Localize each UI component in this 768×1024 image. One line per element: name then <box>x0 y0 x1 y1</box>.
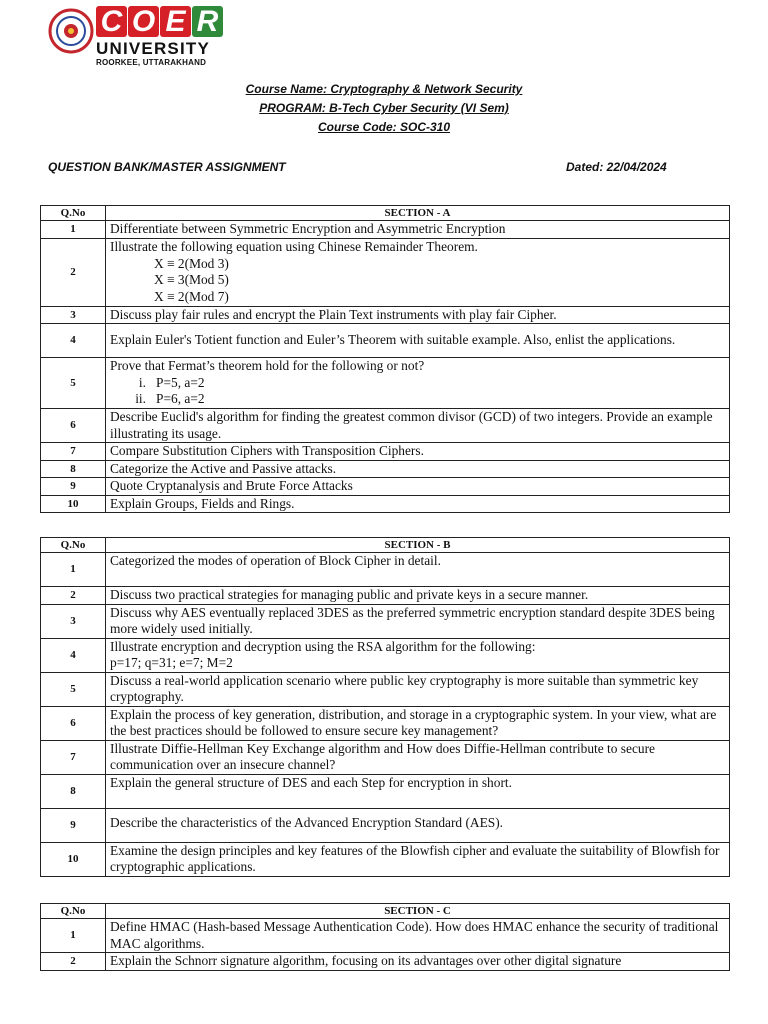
table-row <box>41 587 730 605</box>
table-row <box>41 478 730 496</box>
table-row <box>41 953 730 971</box>
qno-header: Q.No <box>41 538 106 553</box>
table-header-row <box>41 206 730 221</box>
question-text: Categorized the modes of operation of Block Cipher in detail. <box>106 553 730 587</box>
question-text: Discuss play fair rules and encrypt the Plain Text instruments with play fair Cipher. <box>106 306 730 324</box>
table-row <box>41 553 730 587</box>
list-item-text: P=5, a=2 <box>156 374 205 390</box>
question-text: Explain Groups, Fields and Rings. <box>106 495 730 513</box>
table-row <box>41 638 730 672</box>
equation-line: X ≡ 3(Mod 5) <box>154 272 229 287</box>
question-text: Explain Euler's Totient function and Euler’s Theorem with suitable example. Also, enlist the applications. <box>106 324 730 358</box>
table-row <box>41 808 730 842</box>
equation-line: X ≡ 2(Mod 3) <box>154 255 229 271</box>
logo-wordmark <box>96 6 223 40</box>
logo-letter: R <box>192 6 223 37</box>
question-number: 3 <box>41 604 106 638</box>
question-number: 9 <box>41 808 106 842</box>
question-number: 6 <box>41 409 106 443</box>
logo-location-text: ROORKEE, UTTARAKHAND <box>96 58 207 67</box>
table-row <box>41 495 730 513</box>
question-values: p=17; q=31; e=7; M=2 <box>110 655 233 670</box>
logo-letter: C <box>96 6 127 37</box>
question-number: 3 <box>41 306 106 324</box>
question-text: Differentiate between Symmetric Encryption and Asymmetric Encryption <box>106 221 730 239</box>
table-row <box>41 238 730 306</box>
question-text: Describe the characteristics of the Advanced Encryption Standard (AES). <box>106 808 730 842</box>
qno-header: Q.No <box>41 206 106 221</box>
assignment-title: QUESTION BANK/MASTER ASSIGNMENT <box>48 160 286 174</box>
question-text: Discuss why AES eventually replaced 3DES as the preferred symmetric encryption standard despite 3DES being more widely used initially. <box>106 604 730 638</box>
table-row <box>41 443 730 461</box>
table-row <box>41 774 730 808</box>
list-marker: i. <box>138 374 146 390</box>
question-number: 7 <box>41 443 106 461</box>
question-number: 1 <box>41 919 106 953</box>
table-row <box>41 740 730 774</box>
question-cell <box>106 358 730 409</box>
question-text: Discuss two practical strategies for managing public and private keys in a secure manner. <box>106 587 730 605</box>
question-number: 5 <box>41 358 106 409</box>
logo-university-text: UNIVERSITY <box>96 39 211 58</box>
qno-header: Q.No <box>41 904 106 919</box>
equation-line: X ≡ 2(Mod 7) <box>154 288 229 304</box>
question-number: 1 <box>41 221 106 239</box>
table-row <box>41 919 730 953</box>
list-item <box>110 375 725 392</box>
question-text: Explain the process of key generation, distribution, and storage in a cryptographic system. In your view, what are the best practices should be followed to ensure secure key management? <box>106 706 730 740</box>
section-a-title: SECTION - A <box>106 206 730 221</box>
question-text: Illustrate Diffie-Hellman Key Exchange algorithm and How does Diffie-Hellman contribute to secure communication over an insecure channel? <box>106 740 730 774</box>
table-row <box>41 306 730 324</box>
question-text: Categorize the Active and Passive attacks. <box>106 460 730 478</box>
table-header-row <box>41 538 730 553</box>
question-number: 5 <box>41 672 106 706</box>
question-number: 8 <box>41 774 106 808</box>
course-code: Course Code: SOC-310 <box>317 120 451 134</box>
table-header-row <box>41 904 730 919</box>
university-logo <box>48 6 238 66</box>
question-number: 10 <box>41 495 106 513</box>
question-number: 7 <box>41 740 106 774</box>
section-c-title: SECTION - C <box>106 904 730 919</box>
table-row <box>41 324 730 358</box>
table-row <box>41 706 730 740</box>
question-number: 8 <box>41 460 106 478</box>
question-text: Prove that Fermat’s theorem hold for the following or not? <box>110 358 425 374</box>
question-number: 1 <box>41 553 106 587</box>
list-item-text: P=6, a=2 <box>156 391 205 407</box>
question-text: Illustrate the following equation using Chinese Remainder Theorem. <box>110 239 478 254</box>
table-row <box>41 221 730 239</box>
question-text: Explain the general structure of DES and each Step for encryption in short. <box>106 774 730 808</box>
question-number: 9 <box>41 478 106 496</box>
question-text: Compare Substitution Ciphers with Transposition Ciphers. <box>106 443 730 461</box>
program-name: PROGRAM: B-Tech Cyber Security (VI Sem) <box>259 101 509 115</box>
question-number: 4 <box>41 638 106 672</box>
section-c-table <box>40 903 730 971</box>
logo-letter: E <box>160 6 191 37</box>
section-b-title: SECTION - B <box>106 538 730 553</box>
university-seal-icon <box>48 8 94 54</box>
question-text: Examine the design principles and key features of the Blowfish cipher and evaluate the suitability of Blowfish for cryptographic applications. <box>106 842 730 876</box>
section-a-table <box>40 205 730 513</box>
question-text: Describe Euclid's algorithm for finding the greatest common divisor (GCD) of two integers. Provide an example illustrating its usage. <box>106 409 730 443</box>
question-cell <box>106 238 730 306</box>
question-number: 10 <box>41 842 106 876</box>
question-text: Discuss a real-world application scenario where public key cryptography is more suitable than symmetric key cryptography. <box>106 672 730 706</box>
table-row <box>41 460 730 478</box>
question-number: 2 <box>41 953 106 971</box>
question-number: 4 <box>41 324 106 358</box>
course-name: Course Name: Cryptography & Network Security <box>245 82 523 96</box>
question-text: Define HMAC (Hash-based Message Authentication Code). How does HMAC enhance the security of traditional MAC algorithms. <box>106 919 730 953</box>
table-row <box>41 672 730 706</box>
logo-letter: O <box>128 6 159 37</box>
table-row <box>41 409 730 443</box>
question-number: 2 <box>41 587 106 605</box>
table-row <box>41 358 730 409</box>
table-row <box>41 604 730 638</box>
question-number: 2 <box>41 238 106 306</box>
section-b-table <box>40 537 730 877</box>
question-cell <box>106 638 730 672</box>
list-marker: ii. <box>135 391 146 407</box>
question-text: Illustrate encryption and decryption using the RSA algorithm for the following: <box>110 638 536 654</box>
question-number: 6 <box>41 706 106 740</box>
table-row <box>41 842 730 876</box>
list-item <box>110 391 725 408</box>
question-text: Explain the Schnorr signature algorithm, focusing on its advantages over other digital signature <box>106 953 730 971</box>
question-text: Quote Cryptanalysis and Brute Force Attacks <box>106 478 730 496</box>
assignment-date: Dated: 22/04/2024 <box>566 160 667 174</box>
